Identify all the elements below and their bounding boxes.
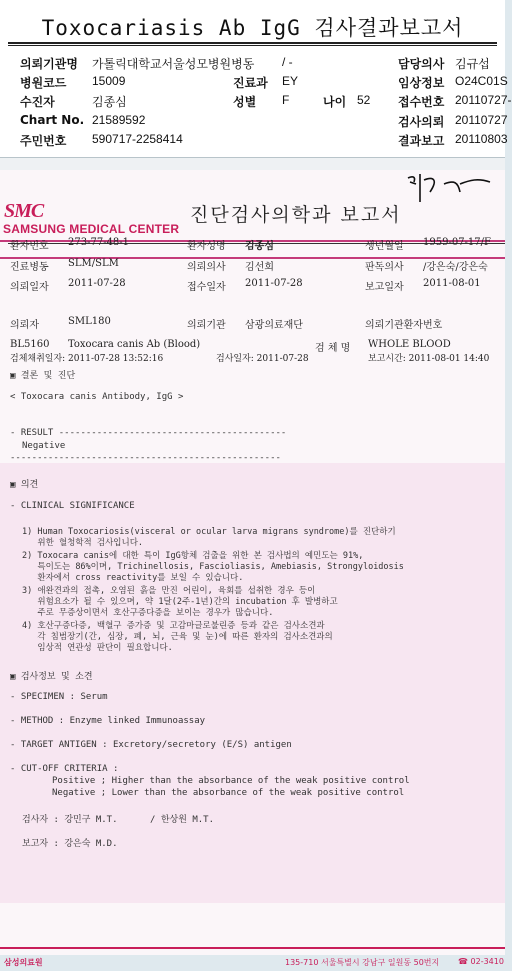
title-rule (8, 42, 497, 44)
clinical-line: 위한 혈청학적 검사입니다. (22, 538, 144, 548)
clinical-line: 임상적 연관성 판단이 필요합니다. (22, 643, 173, 653)
label-receipt-no: 접수번호 (398, 95, 445, 109)
opinion-section-heading: ▣ 의견 (10, 480, 39, 490)
value-chart-no: 21589592 (92, 113, 146, 127)
org-name: SAMSUNG MEDICAL CENTER (3, 222, 180, 236)
report-heading: 진단검사의학과 보고서 (190, 204, 402, 226)
spec-section-heading: ▣ 검사정보 및 소견 (10, 672, 93, 682)
section-divider (0, 157, 505, 170)
value-ward: / - (282, 55, 293, 69)
clinical-line: 각 침범장기(간, 심장, 폐, 뇌, 근육 및 눈)에 따른 환자의 검사소견과의 (22, 632, 333, 642)
label-dob: 생년월일 (365, 241, 404, 252)
cutoff-heading: - CUT-OFF CRITERIA : (10, 764, 119, 774)
header-row-chart (0, 113, 508, 132)
label-recv-date: 접수일자 (187, 282, 226, 293)
test-date: 검사일자: 2011-07-28 (216, 354, 309, 364)
test-name: Toxocara canis Ab (Blood) (68, 339, 201, 350)
value-dob: 1959-07-17/F (423, 237, 491, 248)
clinical-line: 1) Human Toxocariosis(visceral or ocular larva migrans syndrome)를 진단하기 (22, 527, 396, 537)
report-footer (0, 952, 505, 971)
handwritten-signature (400, 170, 500, 210)
clinical-line: 2) Toxocara canis에 대한 특이 IgG항체 검출을 위한 본 검사법의 예민도는 91%, (22, 551, 364, 561)
clinical-line: 위험요소가 될 수 있으며, 약 1달(2주-1년)간의 incubation 후 발병하고 (22, 597, 338, 607)
value-patient-name: 김종심 (245, 241, 274, 252)
label-institution-req: 의뢰기관 (187, 320, 226, 331)
specimen-line: - SPECIMEN : Serum (10, 692, 108, 702)
label-inst-patient-no: 의뢰기관환자번호 (365, 320, 443, 331)
report-summary-card (0, 0, 512, 157)
value-reader: /강은숙/강은숙 (423, 262, 488, 273)
reporter: 보고자 : 강은숙 M.D. (22, 839, 118, 849)
clinical-line: 환자에서 cross reactivity를 보일 수 있습니다. (22, 573, 244, 583)
label-result-report: 결과보고 (398, 134, 445, 148)
label-specimen-name: 검 체 명 (315, 343, 351, 354)
value-req-doctor: 김선희 (245, 262, 274, 273)
tester: 검사자 : 강민구 M.T. (22, 815, 118, 825)
clinical-line: 주로 무증상이면서 호산구증다증을 보이는 경우가 많습니다. (22, 608, 274, 618)
scanned-report (0, 170, 505, 955)
footer-phone: ☎ 02-3410 (458, 957, 504, 966)
result-header: - RESULT ------------------------------------------ (10, 428, 287, 438)
test-code: BL5160 (10, 339, 50, 350)
value-sex: F (282, 93, 290, 107)
target-antigen-line: - TARGET ANTIGEN : Excretory/secretory (E/S) antigen (10, 740, 292, 750)
value-request-date: 20110727 (455, 113, 508, 127)
collect-time: 검체채취일자: 2011-07-28 13:52:16 (10, 354, 164, 364)
footer-brand: 삼성의료원 (4, 958, 43, 967)
value-ward-dept: SLM/SLM (68, 258, 119, 269)
label-reader: 판독의사 (365, 262, 404, 273)
clinical-significance-heading: - CLINICAL SIGNIFICANCE (10, 501, 135, 511)
result-section-heading: ▣ 결론 및 진단 (10, 371, 76, 381)
header-row-resident-no (0, 132, 508, 151)
value-receipt-no: 20110727- (455, 93, 512, 107)
title-rule-secondary (8, 45, 497, 46)
result-value: Negative (22, 441, 66, 451)
cutoff-negative: Negative ; Lower than the absorbance of the weak positive control (52, 788, 405, 798)
value-department: EY (282, 74, 299, 88)
cutoff-positive: Positive ; Higher than the absorbance of the weak positive control (52, 776, 410, 786)
report-title: Toxocariasis Ab IgG 검사결과보고서 (41, 16, 464, 40)
value-recv-date: 2011-07-28 (245, 278, 303, 289)
clinical-line: 특이도는 86%이며, Trichinellosis, Fascioliasis, Amebiasis, Strongyloidosis (22, 562, 404, 572)
label-hospital-code: 병원코드 (20, 76, 67, 90)
result-rule: -------------------------------------------------- (10, 453, 281, 463)
label-patient-no: 환자번호 (10, 241, 49, 252)
label-sex: 성별 (233, 95, 257, 109)
value-req-date: 2011-07-28 (68, 278, 126, 289)
value-clinical-info: O24C01S (455, 74, 508, 88)
tester-secondary: / 한상원 M.T. (150, 815, 215, 825)
label-req-date: 의뢰일자 (10, 282, 49, 293)
footer-address: 135-710 서울특별시 강남구 일원동 50번지 (285, 958, 440, 967)
label-department: 진료과 (233, 76, 268, 90)
label-clinical-info: 임상정보 (398, 76, 445, 90)
value-patient-no: 273-77-48-1 (68, 237, 130, 248)
clinical-line: 3) 애완견과의 접촉, 오염된 흙을 만진 어린이, 육회를 섭취한 경우 등이 (22, 586, 316, 596)
label-chart-no: Chart No. (20, 113, 85, 127)
label-ward-dept: 진료병동 (10, 262, 49, 273)
report-time: 보고시간: 2011-08-01 14:40 (368, 354, 490, 364)
label-req-doctor: 의뢰의사 (187, 262, 226, 273)
value-institution: 가톨릭대학교서울성모병원병동 (92, 57, 255, 71)
header-row-institution (0, 55, 505, 74)
label-institution: 의뢰기관명 (20, 57, 78, 71)
value-resident-no: 590717-2258414 (92, 132, 183, 146)
label-report-date: 보고일자 (365, 282, 404, 293)
label-resident-no: 주민번호 (20, 134, 67, 148)
value-hospital-code: 15009 (92, 74, 126, 88)
value-result-report: 20110803 (455, 132, 508, 146)
header-row-hospital-code (0, 74, 508, 93)
smc-logo: SMC (4, 200, 44, 222)
label-patient: 수진자 (20, 95, 55, 109)
value-specimen-name: WHOLE BLOOD (368, 339, 451, 350)
antibody-name: < Toxocara canis Antibody, IgG > (10, 392, 184, 402)
value-patient: 김종심 (92, 95, 127, 109)
label-age: 나이 (323, 95, 347, 109)
value-age: 52 (357, 93, 371, 107)
header-row-patient (0, 93, 512, 112)
value-report-date: 2011-08-01 (423, 278, 481, 289)
label-doctor: 담당의사 (398, 57, 445, 71)
label-requester: 의뢰자 (10, 320, 39, 331)
value-requester: SML180 (68, 316, 111, 327)
value-institution-req: 삼광의료재단 (245, 320, 303, 331)
clinical-line: 4) 호산구증다증, 백혈구 증가증 및 고감마글로불린증 등과 같은 검사소견과 (22, 621, 325, 631)
method-line: - METHOD : Enzyme linked Immunoassay (10, 716, 206, 726)
value-doctor: 김규섭 (455, 57, 490, 71)
footer-rule (0, 947, 505, 949)
label-request-date: 검사의뢰 (398, 115, 445, 129)
label-patient-name: 환자성명 (187, 241, 226, 252)
